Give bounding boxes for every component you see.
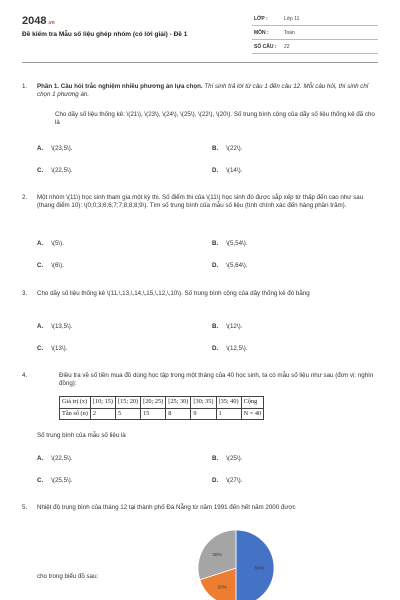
meta-key: LỚP : [254,16,268,22]
meta-key: SỐ CÂU : [254,44,277,50]
meta-key: MÔN : [254,30,269,36]
table-cell: N = 40 [241,408,264,420]
table-cell: Tần số (n) [60,408,91,420]
pie-label-0: 50% [254,565,265,571]
question-number: 4. [22,372,28,379]
option-d[interactable]: D. \(5,64\). [212,262,248,269]
table-cell: 2 [90,408,115,420]
question-text: Điều tra về số tiền mua đồ dùng học tập trong một tháng của 40 học sinh, ta có mẫu số liệu như sau (đơn vị: nghìn đồng): [59,372,374,388]
meta-value: 22 [284,44,290,50]
question-2 [22,194,378,274]
option-c[interactable]: C. \(25,5\). [37,477,73,484]
question-4 [22,372,378,492]
question-number: 2. [22,194,28,201]
question-number: 1. [22,83,28,90]
table-cell: Giá trị (x) [60,397,91,409]
table-cell: [25; 30) [166,397,191,409]
document-title: Đề kiểm tra Mẫu số liệu ghép nhóm (có lời giải) - Đề 1 [22,31,188,38]
question-body: Cho dãy số liệu thống kê: \(21\), \(23\), \(24\), \(25\), \(22\), \(20\). Số trung bình cộng của dãy số liệu thống kê đã cho là [55,111,375,127]
logo-tld: .vn [47,20,55,26]
logo-text: 2048 [22,15,47,27]
pie-label-1: 20% [217,584,227,590]
table-cell: [20; 25) [141,397,166,409]
option-d[interactable]: D. \(14\). [212,167,243,174]
option-a[interactable]: A. \(23,5\). [37,145,73,152]
table-cell: [30; 35) [191,397,216,409]
table-header-row [60,397,264,409]
option-b[interactable]: B. \(25\). [212,455,243,462]
header-divider [22,62,378,63]
option-b[interactable]: B. \(12\). [212,323,243,330]
question-3 [22,290,378,360]
table-cell: 1 [216,408,241,420]
question-prompt: Số trung bình của mẫu số liệu là [37,432,126,439]
question-text [37,83,378,100]
table-cell: 9 [191,408,216,420]
pie-chart [198,530,274,600]
option-c[interactable]: C. \(6\). [37,262,64,269]
question-1 [22,83,378,173]
option-d[interactable]: D. \(27\). [212,477,243,484]
table-cell: 15 [141,408,166,420]
question-text: Cho dãy số liệu thống kê \(11,\,13,\,14,\,15,\,12,\,10\). Số trung bình cộng của dãy thống kê đó bằng [37,290,310,297]
option-c[interactable]: C. \(22,5\). [37,167,73,174]
pie-chart-svg [198,530,274,600]
pie-label-2: 30% [212,551,222,557]
meta-value: Toán [284,30,295,36]
table-cell: [15; 20) [116,397,141,409]
table-cell: 5 [116,408,141,420]
question-number: 3. [22,290,28,297]
option-b[interactable]: B. \(5,54\). [212,240,248,247]
question-5 [22,504,378,518]
part-heading: Phần 1. Câu hỏi trắc nghiệm nhiều phương án lựa chọn. [37,83,203,90]
table-cell: [10; 15) [90,397,115,409]
meta-value: Lớp 11 [284,16,300,22]
meta-class [252,13,378,26]
option-a[interactable]: A. \(13,5\). [37,323,73,330]
option-c[interactable]: C. \(13\). [37,345,68,352]
site-logo[interactable] [22,14,55,29]
table-row [60,408,264,420]
table-cell: 8 [166,408,191,420]
option-a[interactable]: A. \(5\). [37,240,64,247]
table-cell: [35; 40) [216,397,241,409]
frequency-table [59,396,264,420]
meta-subject [252,27,378,40]
question-text: Một nhóm \(11\) học sinh tham gia một kỳ thi. Số điểm thi của \(11\) học sinh đó được sắp xếp từ thấp đến cao như sau (thang điểm 10): \(0;0;3;6;6;7;7;8;8;8;9\). Tìm số trung bình của mẫu số liệu (tính chính xác đến hàng phần trăm). [37,194,364,210]
question-text: Nhiệt độ trung bình của tháng 12 tại thành phố Đà Nẵng từ năm 1991 đến hết năm 2000 được [37,504,296,511]
meta-count [252,41,378,54]
option-b[interactable]: B. \(22\). [212,145,243,152]
part-instruction: Thí sinh trả lời từ câu 1 đến câu 12. Mỗi câu hỏi, thí sinh chỉ chọn 1 phương án. [37,83,369,99]
table-cell: Cộng [241,397,264,409]
question-number: 5. [22,504,28,511]
option-a[interactable]: A. \(22,5\). [37,455,73,462]
page-header [0,0,400,62]
option-d[interactable]: D. \(12,5\). [212,345,248,352]
chart-caption: cho trong biểu đồ sau: [37,573,99,580]
